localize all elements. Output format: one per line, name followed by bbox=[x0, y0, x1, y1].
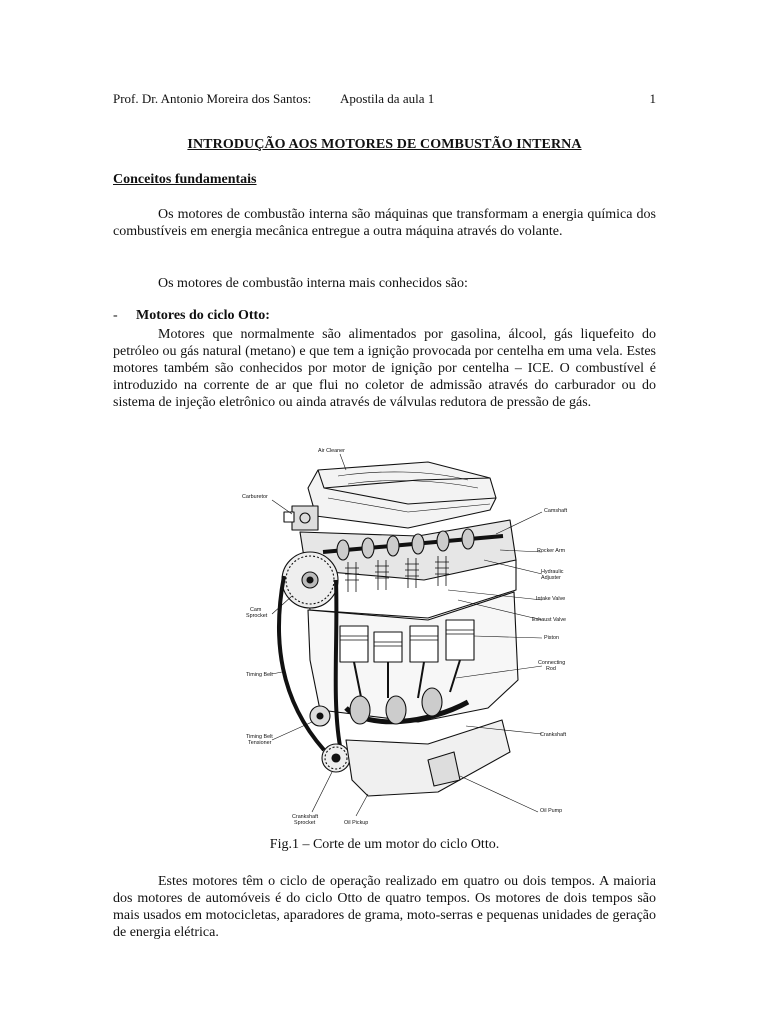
cam-sprocket-shape bbox=[282, 552, 338, 608]
label-exhaust-valve: Exhaust Valve bbox=[532, 617, 567, 623]
paragraph-intro bbox=[113, 206, 656, 240]
bullet-dash: - bbox=[113, 308, 118, 323]
paragraph-otto-text: Motores que normalmente são alimentados por gasolina, álcool, gás liquefeito do petróleo ou gás natural (metano) e que tem a ignição provocada por centelha em uma vela. Estes motores também são conhecidos por motor de ignição por centelha – ICE. O combustível é introduzido na corrente de ar que flui no coletor de admissão através do carburador ou do sistema de injeção eletrônico ou ainda através de válvulas redutora de pressão de gás. bbox=[113, 327, 656, 410]
bullet-otto bbox=[113, 308, 270, 324]
label-carburetor: Carburetor bbox=[242, 494, 268, 500]
label-adjuster: Adjuster bbox=[541, 575, 561, 581]
label-connecting: Connecting bbox=[538, 660, 566, 666]
label-oil-pump: Oil Pump bbox=[540, 808, 563, 814]
label-rod: Rod bbox=[546, 666, 556, 672]
section-heading: Conceitos fundamentais bbox=[113, 172, 257, 187]
label-timing-belt-tensioner-1: Timing Belt bbox=[246, 734, 273, 740]
header-author: Prof. Dr. Antonio Moreira dos Santos: bbox=[113, 91, 312, 106]
figure-caption: Fig.1 – Corte de um motor do ciclo Otto. bbox=[269, 837, 500, 852]
engine-illustration bbox=[228, 440, 570, 832]
page-number: 1 bbox=[649, 91, 656, 106]
paragraph-list-intro-text: Os motores de combustão interna mais conhecidos são: bbox=[158, 276, 468, 291]
paragraph-list-intro bbox=[113, 275, 656, 292]
label-camshaft: Camshaft bbox=[544, 508, 568, 514]
label-crankshaft-sprocket-2: Sprocket bbox=[294, 820, 316, 826]
bullet-title: Motores do ciclo Otto: bbox=[136, 308, 270, 323]
label-timing-belt-tensioner-2: Tensioner bbox=[248, 740, 272, 746]
label-crankshaft-sprocket-1: Crankshaft bbox=[292, 814, 319, 820]
label-sprocket: Sprocket bbox=[246, 613, 268, 619]
document-title: INTRODUÇÃO AOS MOTORES DE COMBUSTÃO INTERNA bbox=[187, 137, 582, 152]
crankshaft-sprocket-shape bbox=[322, 744, 350, 772]
paragraph-otto bbox=[113, 326, 656, 411]
label-crankshaft: Crankshaft bbox=[540, 732, 567, 738]
carburetor-shape bbox=[284, 506, 318, 530]
page-header bbox=[113, 91, 656, 109]
label-rocker-arm: Rocker Arm bbox=[537, 548, 566, 554]
label-timing-belt: Timing Belt bbox=[246, 672, 273, 678]
label-cam: Cam bbox=[250, 607, 262, 613]
header-document-name: Apostila da aula 1 bbox=[340, 91, 435, 106]
label-air-cleaner: Air Cleaner bbox=[318, 448, 345, 454]
label-hydraulic: Hydraulic bbox=[541, 569, 564, 575]
oil-pan-shape bbox=[346, 720, 510, 796]
paragraph-cycles bbox=[113, 873, 656, 941]
label-piston: Piston bbox=[544, 635, 559, 641]
paragraph-cycles-text: Estes motores têm o ciclo de operação realizado em quatro ou dois tempos. A maioria dos motores de automóveis é do ciclo Otto de quatro tempos. Os motores de dois tempos são mais usados em motocicletas, aparadores de grama, moto-serras e pequenas unidades de geração de energia elétrica. bbox=[113, 874, 656, 940]
paragraph-intro-text: Os motores de combustão interna são máquinas que transformam a energia química dos combustíveis em energia mecânica entregue a outra máquina através do volante. bbox=[113, 207, 656, 239]
label-oil-pickup: Oil Pickup bbox=[344, 820, 369, 826]
engine-cutaway-figure bbox=[228, 440, 570, 832]
label-intake-valve: Intake Valve bbox=[536, 596, 566, 602]
